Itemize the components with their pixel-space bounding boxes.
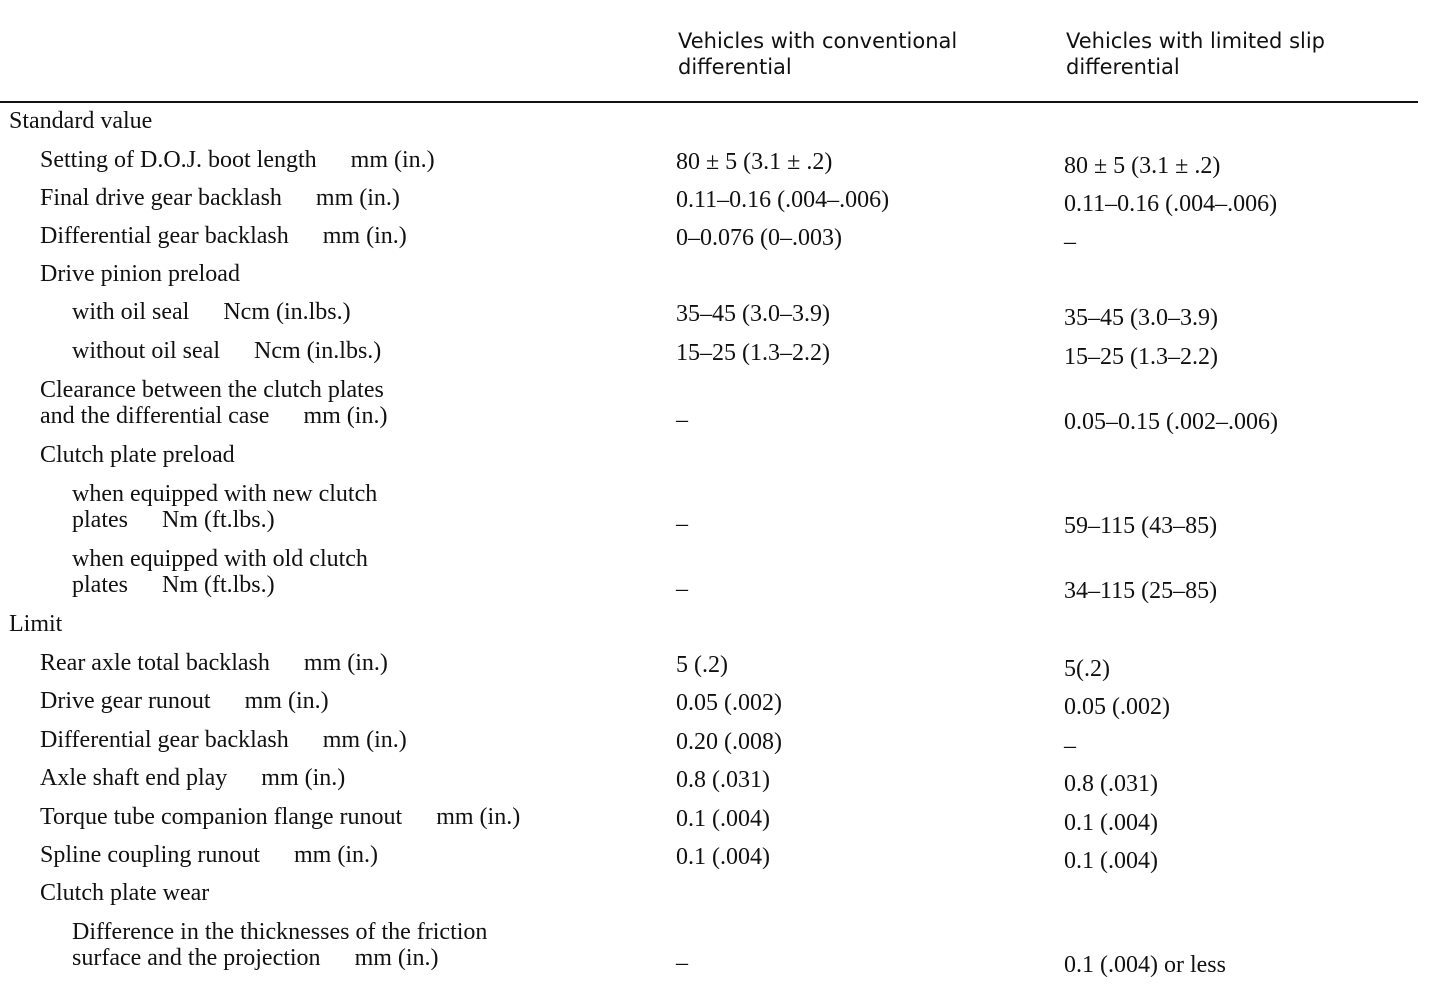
conventional-value: 0.1 (.004)	[676, 844, 770, 870]
row-label: when equipped with old clutch	[72, 546, 368, 572]
row-label: Clearance between the clutch plates	[40, 377, 384, 403]
row-label-continued: plates Nm (ft.lbs.)	[72, 507, 275, 533]
row-unit: Ncm (in.lbs.)	[253, 338, 382, 364]
conventional-value: 0–0.076 (0–.003)	[676, 225, 842, 251]
row-label: Spline coupling runout mm (in.)	[40, 842, 378, 868]
row-label-continued: surface and the projection mm (in.)	[72, 945, 439, 971]
limited-slip-value: 34–115 (25–85)	[1064, 578, 1218, 604]
row-unit: Nm (ft.lbs.)	[161, 572, 275, 598]
row-unit: Ncm (in.lbs.)	[223, 299, 351, 325]
limited-slip-value: 80 ± 5 (3.1 ± .2)	[1064, 153, 1221, 179]
conventional-value: 15–25 (1.3–2.2)	[676, 340, 830, 366]
row-unit: mm (in.)	[303, 650, 388, 676]
limited-slip-value: –	[1064, 229, 1076, 255]
row-label: when equipped with new clutch	[72, 481, 378, 507]
row-label: Clutch plate wear	[40, 880, 210, 906]
conventional-value: 5 (.2)	[676, 652, 728, 678]
conventional-value: 0.8 (.031)	[676, 767, 770, 793]
row-unit: Nm (ft.lbs.)	[161, 507, 275, 533]
limited-slip-value: 0.1 (.004)	[1064, 810, 1158, 836]
row-label: Torque tube companion flange runout mm (in.)	[40, 804, 521, 830]
row-label: Rear axle total backlash mm (in.)	[40, 650, 388, 676]
row-unit: mm (in.)	[261, 765, 346, 791]
row-unit: mm (in.)	[293, 842, 378, 868]
conventional-value: 0.05 (.002)	[676, 690, 782, 716]
row-label: Final drive gear backlash mm (in.)	[40, 185, 400, 211]
row-unit: mm (in.)	[315, 185, 400, 211]
header-limited-slip: Vehicles with limited slip differential	[1066, 29, 1326, 79]
row-label-continued: and the differential case mm (in.)	[40, 403, 388, 429]
row-label: without oil seal Ncm (in.lbs.)	[72, 338, 382, 364]
row-unit: mm (in.)	[303, 403, 388, 429]
section-heading: Limit	[9, 611, 63, 637]
limited-slip-value: 0.1 (.004) or less	[1064, 952, 1226, 978]
row-label: Clutch plate preload	[40, 442, 235, 468]
row-unit: mm (in.)	[436, 804, 521, 830]
conventional-value: 0.1 (.004)	[676, 806, 770, 832]
row-unit: mm (in.)	[350, 147, 435, 173]
limited-slip-value: 59–115 (43–85)	[1064, 513, 1218, 539]
row-label: with oil seal Ncm (in.lbs.)	[72, 299, 351, 325]
row-label: Differential gear backlash mm (in.)	[40, 223, 407, 249]
conventional-value: 35–45 (3.0–3.9)	[676, 301, 830, 327]
row-unit: mm (in.)	[322, 223, 407, 249]
row-label: Drive gear runout mm (in.)	[40, 688, 329, 714]
conventional-value: 0.20 (.008)	[676, 729, 782, 755]
row-label: Axle shaft end play mm (in.)	[40, 765, 346, 791]
conventional-value: –	[676, 576, 688, 602]
limited-slip-value: 5(.2)	[1064, 656, 1110, 682]
row-label: Difference in the thicknesses of the friction	[72, 919, 488, 945]
row-unit: mm (in.)	[322, 727, 407, 753]
row-label: Differential gear backlash mm (in.)	[40, 727, 407, 753]
section-heading: Standard value	[9, 108, 153, 134]
limited-slip-value: 0.05–0.15 (.002–.006)	[1064, 409, 1278, 435]
limited-slip-value: 15–25 (1.3–2.2)	[1064, 344, 1218, 370]
row-unit: mm (in.)	[354, 945, 439, 971]
row-label: Drive pinion preload	[40, 261, 240, 287]
row-unit: mm (in.)	[244, 688, 329, 714]
conventional-value: –	[676, 407, 688, 433]
conventional-value: 80 ± 5 (3.1 ± .2)	[676, 149, 833, 175]
limited-slip-value: 0.05 (.002)	[1064, 694, 1170, 720]
limited-slip-value: 35–45 (3.0–3.9)	[1064, 305, 1218, 331]
header-conventional: Vehicles with conventional differential	[678, 29, 958, 79]
limited-slip-value: 0.11–0.16 (.004–.006)	[1064, 191, 1278, 217]
limited-slip-value: 0.8 (.031)	[1064, 771, 1158, 797]
conventional-value: 0.11–0.16 (.004–.006)	[676, 187, 890, 213]
header-rule	[0, 101, 1418, 103]
limited-slip-value: 0.1 (.004)	[1064, 848, 1158, 874]
row-label-continued: plates Nm (ft.lbs.)	[72, 572, 275, 598]
conventional-value: –	[676, 511, 688, 537]
row-label: Setting of D.O.J. boot length mm (in.)	[40, 147, 435, 173]
limited-slip-value: –	[1064, 733, 1076, 759]
conventional-value: –	[676, 950, 688, 976]
